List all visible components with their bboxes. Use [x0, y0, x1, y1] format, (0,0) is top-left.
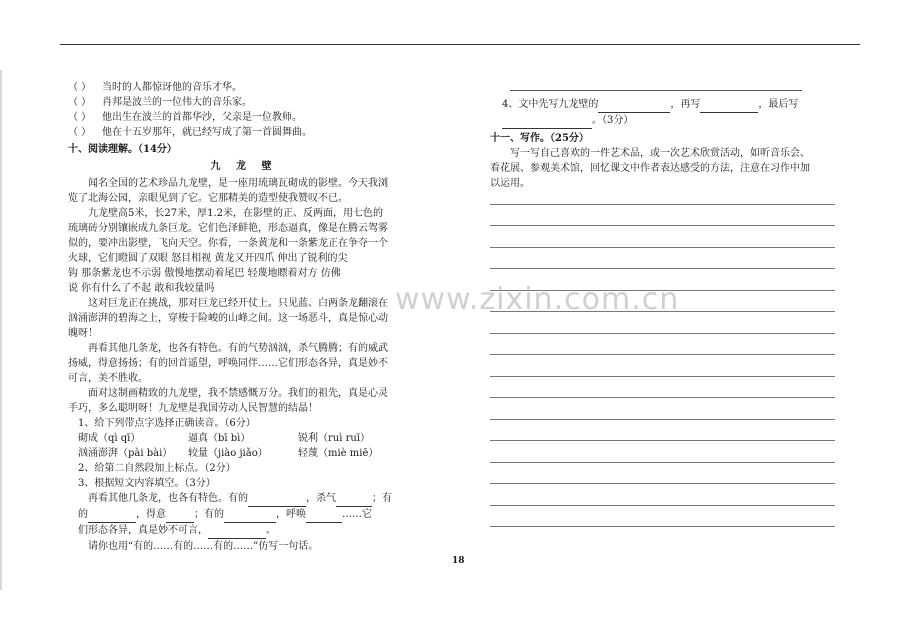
writing-line[interactable] — [490, 268, 835, 269]
question-2: 2、给第二自然段加上标点。（2分） — [78, 463, 236, 474]
paragraph-3: 这对巨龙正在挑战，那对巨龙已经开仗上。只见蓝、白两条龙翻滚在 汹涌澎湃的碧海之上，穿梭于险峻的山峰之间。这一场恶斗，真是惊心动 魄呀！ — [68, 298, 388, 339]
true-false-item: （ ） 他在十五岁那年，就已经写成了第一首圆舞曲。 — [68, 127, 312, 138]
paragraph-1: 闻名全国的艺术珍品九龙壁，是一座用琉璃瓦砌成的影壁。今天我浏 览了北海公园，亲眼见到了它。它那精美的造型使我赞叹不已。 — [68, 178, 388, 204]
writing-line[interactable] — [490, 526, 835, 527]
answer-blank[interactable] — [224, 507, 276, 523]
fill-line-3: 们形态各异，真是妙不可言， 。 — [68, 523, 420, 539]
writing-line[interactable] — [490, 505, 835, 506]
answer-blank[interactable] — [336, 491, 372, 507]
question-3: 3、根据短文内容填空。（3分） — [78, 478, 216, 489]
writing-line[interactable] — [490, 333, 835, 334]
answer-blank[interactable] — [88, 507, 136, 523]
pinyin-choice[interactable]: 汹涌澎湃（pài bài） — [78, 448, 173, 459]
answer-blank[interactable] — [306, 507, 342, 523]
paragraph-5: 面对这制画精致的九龙壁，我不禁感慨万分。我们的祖先，真是心灵 手巧，多么聪明呀！九龙壁是我国劳动人民智慧的结晶！ — [68, 388, 388, 414]
watermark: www.zixin.com.cn — [395, 282, 680, 317]
page-number: 18 — [452, 556, 465, 566]
writing-line[interactable] — [490, 204, 835, 205]
fill-line-2: 的 ，得意 ；有的 ，呼唤 ……它 — [68, 507, 420, 523]
true-false-item: （ ） 肖邦是波兰的一位伟大的音乐家。 — [68, 97, 252, 108]
fill-line-1: 再看其他几条龙，也各有特色。有的 ，杀气 ；有 — [68, 491, 420, 507]
writing-line[interactable] — [490, 419, 835, 420]
reading-heading: 十、阅读理解。（14分） — [68, 144, 177, 155]
answer-blank[interactable] — [208, 523, 266, 539]
question-4: 4、文中先写九龙壁的 ，再写 ，最后写 — [490, 97, 835, 113]
answer-blank[interactable] — [700, 97, 758, 113]
pinyin-choice[interactable]: 逼真（bī bì） — [188, 433, 251, 444]
scan-edge — [0, 70, 2, 590]
passage-title: 九 龙 壁 — [210, 161, 278, 172]
pinyin-row — [68, 446, 420, 461]
top-rule — [60, 44, 860, 45]
answer-line[interactable] — [510, 90, 802, 91]
writing-line[interactable] — [490, 483, 835, 484]
answer-blank[interactable] — [598, 97, 670, 113]
writing-line[interactable] — [490, 225, 835, 226]
writing-heading: 十一、写作。（25分） — [490, 133, 589, 144]
answer-blank[interactable] — [248, 491, 306, 507]
pinyin-row — [68, 431, 420, 446]
answer-blank[interactable] — [166, 507, 194, 523]
question-1: 1、给下列带点字选择正确读音。（6分） — [78, 418, 256, 429]
writing-line[interactable] — [490, 354, 835, 355]
right-column — [490, 80, 835, 191]
question-3b: 请你也用“有的……有的……有的……”仿写一句话。 — [88, 541, 319, 552]
pinyin-choice[interactable]: 锐利（ruì ruī） — [298, 433, 371, 444]
writing-line[interactable] — [490, 397, 835, 398]
pinyin-choice[interactable]: 较量（jiào jiǎo） — [188, 448, 268, 459]
writing-line[interactable] — [490, 376, 835, 377]
question-4-line2: 。（3分） — [490, 113, 835, 129]
writing-line[interactable] — [490, 440, 835, 441]
answer-blank[interactable] — [502, 113, 592, 129]
pinyin-choice[interactable]: 砌成（qì qī） — [78, 433, 141, 444]
writing-line[interactable] — [490, 462, 835, 463]
writing-prompt: 写一写自己喜欢的一件艺术品，或一次艺术欣赏活动，如听音乐会、 看花展、参观美术馆，回忆课文中作者表达感受的方法，注意在习作中加 以运用。 — [490, 148, 810, 189]
paragraph-2: 九龙壁高5米，长27米，厚1.2米，在影壁的正、反两面，用七色的 琉璃砖分别镶嵌成九条巨龙。它们色泽鲜艳，形态逼真，像是在腾云驾雾 似的，要冲出影壁，飞向天空。你看，一条黄龙和一条紫龙正在争夺一个 火球，它们瞪圆了双眼 怒目相视 黄龙又开四爪 伸出了锐利的尖 钩 那条紫龙也不示弱 傲慢地摆动着尾巴 轻蔑地瞟着对方 仿佛 说 你有什么了不起 敢和我较量吗 — [68, 208, 388, 294]
left-column — [68, 80, 420, 554]
pinyin-choice[interactable]: 轻蔑（miè miē） — [298, 448, 379, 459]
paragraph-4: 再看其他几条龙，也各有特色。有的气势汹汹，杀气腾腾；有的威武 扬威，得意扬扬；有的回首遥望，呼唤同伴……它们形态各异，真是妙不 可言，美不胜收。 — [68, 343, 388, 384]
true-false-item: （ ） 他出生在波兰的首都华沙，父亲是一位教师。 — [68, 112, 302, 123]
writing-line[interactable] — [490, 247, 835, 248]
true-false-item: （ ） 当时的人都惊讶他的音乐才华。 — [68, 82, 242, 93]
